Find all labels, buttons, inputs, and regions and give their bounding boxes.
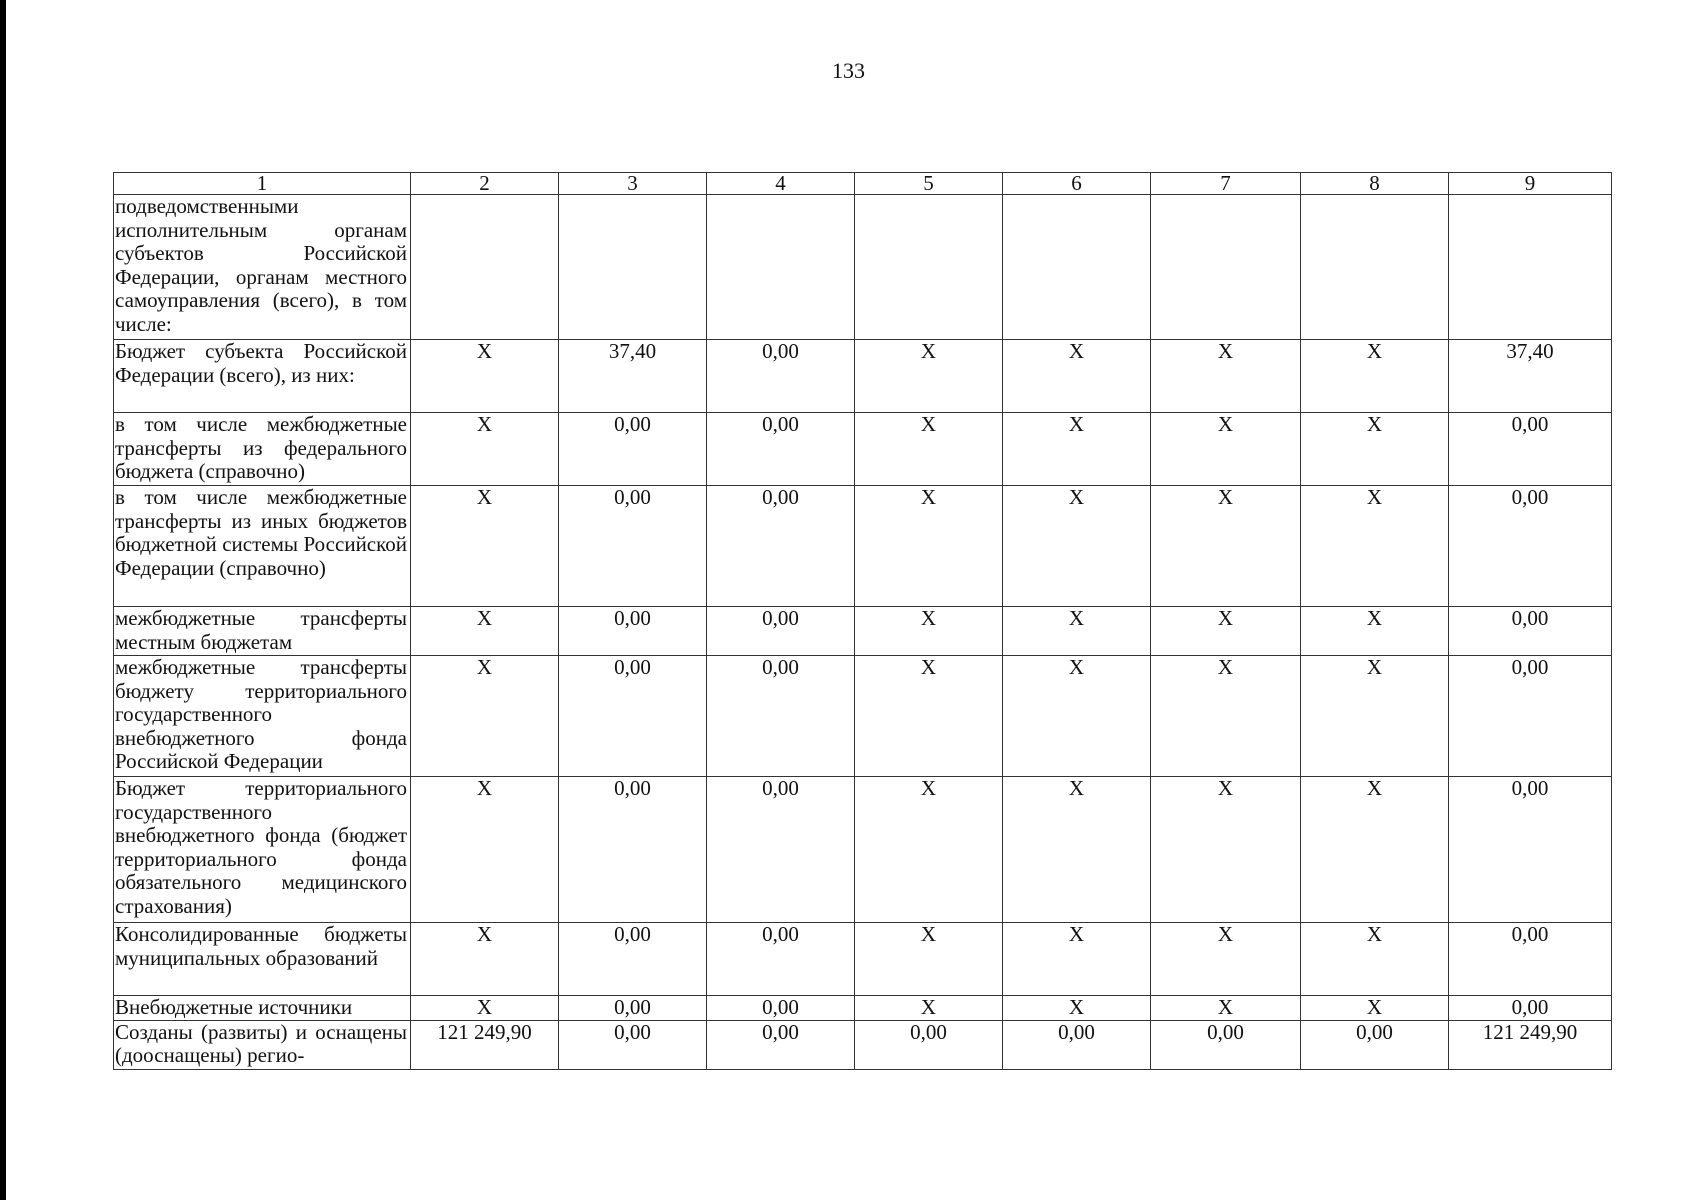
table-cell: X [1151, 413, 1301, 486]
row-label: Консолидированные бюджеты муниципальных образований [114, 923, 411, 996]
row-label: Бюджет субъекта Российской Федерации (всего), из них: [114, 340, 411, 413]
table-cell: 0,00 [1449, 486, 1612, 607]
table-row [114, 340, 1612, 413]
table-cell: X [1301, 413, 1449, 486]
column-number: 7 [1151, 173, 1301, 195]
row-label: Созданы (развиты) и оснащены (дооснащены) регио- [114, 1020, 411, 1069]
table-cell: 0,00 [559, 607, 707, 656]
table-cell: 0,00 [1301, 1020, 1449, 1069]
row-label: подведомственными исполнительным органам субъектов Российской Федерации, органам местного самоуправления (всего), в том числе: [114, 195, 411, 340]
table-cell: 0,00 [707, 923, 855, 996]
table-cell: X [1301, 486, 1449, 607]
table-cell: X [1301, 607, 1449, 656]
table-cell: X [1003, 340, 1151, 413]
table-cell: 0,00 [707, 340, 855, 413]
table-cell: X [1003, 923, 1151, 996]
column-number: 3 [559, 173, 707, 195]
table-cell [1301, 195, 1449, 340]
table-cell: 0,00 [855, 1020, 1003, 1069]
column-number: 5 [855, 173, 1003, 195]
table-cell: 0,00 [1449, 923, 1612, 996]
table-cell: X [1003, 996, 1151, 1021]
table-cell: X [855, 777, 1003, 923]
table-cell: 0,00 [559, 486, 707, 607]
table-cell: 37,40 [1449, 340, 1612, 413]
column-number: 2 [411, 173, 559, 195]
table-cell: X [1151, 486, 1301, 607]
table-cell: X [855, 607, 1003, 656]
table-cell: 0,00 [559, 1020, 707, 1069]
scan-edge [0, 0, 6, 1200]
table-row [114, 413, 1612, 486]
table-cell: X [1003, 413, 1151, 486]
column-number: 9 [1449, 173, 1612, 195]
table-cell [559, 195, 707, 340]
table-cell [1003, 195, 1151, 340]
table-cell: X [855, 340, 1003, 413]
table-cell: X [1003, 777, 1151, 923]
table-cell: 0,00 [707, 656, 855, 777]
column-number: 6 [1003, 173, 1151, 195]
table-cell: 0,00 [559, 656, 707, 777]
table-row [114, 1020, 1612, 1069]
table-cell: 0,00 [707, 413, 855, 486]
table-row [114, 607, 1612, 656]
table-cell: X [1003, 486, 1151, 607]
table-cell: X [411, 486, 559, 607]
table-row [114, 486, 1612, 607]
table-cell: 0,00 [1151, 1020, 1301, 1069]
column-number: 4 [707, 173, 855, 195]
table-cell: X [1301, 996, 1449, 1021]
table-cell: X [1151, 996, 1301, 1021]
table-row [114, 996, 1612, 1021]
table-cell: 0,00 [707, 486, 855, 607]
budget-table [113, 172, 1612, 1070]
table-cell: X [855, 996, 1003, 1021]
table-cell: 0,00 [559, 923, 707, 996]
table-cell: 0,00 [1449, 996, 1612, 1021]
table-cell: 0,00 [707, 996, 855, 1021]
table-cell: X [411, 413, 559, 486]
table-cell: 0,00 [1449, 656, 1612, 777]
table-cell: X [855, 486, 1003, 607]
table-cell: X [855, 923, 1003, 996]
table-cell: 0,00 [559, 413, 707, 486]
table-cell: X [1003, 607, 1151, 656]
table-cell: X [411, 656, 559, 777]
table-cell: X [1301, 777, 1449, 923]
table-cell: X [1151, 607, 1301, 656]
table-cell: 121 249,90 [411, 1020, 559, 1069]
table-cell [411, 195, 559, 340]
table-cell: X [411, 777, 559, 923]
row-label: в том числе межбюджетные трансферты из иных бюджетов бюджетной системы Российской Федерации (справочно) [114, 486, 411, 607]
row-label: в том числе межбюджетные трансферты из федерального бюджета (справочно) [114, 413, 411, 486]
row-label: межбюджетные трансферты бюджету территориального государственного внебюджетного фонда Российской Федерации [114, 656, 411, 777]
table-cell: X [1301, 923, 1449, 996]
table-cell: 0,00 [559, 777, 707, 923]
table-cell: 0,00 [1449, 777, 1612, 923]
column-number: 8 [1301, 173, 1449, 195]
table-cell: 0,00 [707, 607, 855, 656]
table-cell: X [411, 340, 559, 413]
page-number: 133 [832, 58, 865, 83]
table-cell: X [1151, 340, 1301, 413]
table-cell: 0,00 [1449, 607, 1612, 656]
table-cell: X [1301, 656, 1449, 777]
table-cell: 0,00 [707, 1020, 855, 1069]
table-header-row [114, 173, 1612, 195]
row-label: Внебюджетные источники [114, 996, 411, 1021]
table-cell: 0,00 [1449, 413, 1612, 486]
table-cell: X [411, 607, 559, 656]
table-cell: X [1151, 656, 1301, 777]
column-number: 1 [114, 173, 411, 195]
table-cell: X [1301, 340, 1449, 413]
table-cell [855, 195, 1003, 340]
table-cell: 0,00 [1003, 1020, 1151, 1069]
table-cell [1449, 195, 1612, 340]
table-cell: 37,40 [559, 340, 707, 413]
table-cell: 0,00 [559, 996, 707, 1021]
table-cell: 121 249,90 [1449, 1020, 1612, 1069]
table-cell: X [1151, 777, 1301, 923]
table-cell [1151, 195, 1301, 340]
table-row [114, 777, 1612, 923]
row-label: Бюджет территориального государственного внебюджетного фонда (бюджет территориального фонда обязательного медицинского страхования) [114, 777, 411, 923]
table-cell: X [1151, 923, 1301, 996]
table-row [114, 195, 1612, 340]
table-cell: X [411, 923, 559, 996]
table-cell: X [1003, 656, 1151, 777]
table-cell [707, 195, 855, 340]
table-row [114, 656, 1612, 777]
table-cell: X [855, 656, 1003, 777]
table-cell: 0,00 [707, 777, 855, 923]
table-cell: X [855, 413, 1003, 486]
table-row [114, 923, 1612, 996]
row-label: межбюджетные трансферты местным бюджетам [114, 607, 411, 656]
table-cell: X [411, 996, 559, 1021]
